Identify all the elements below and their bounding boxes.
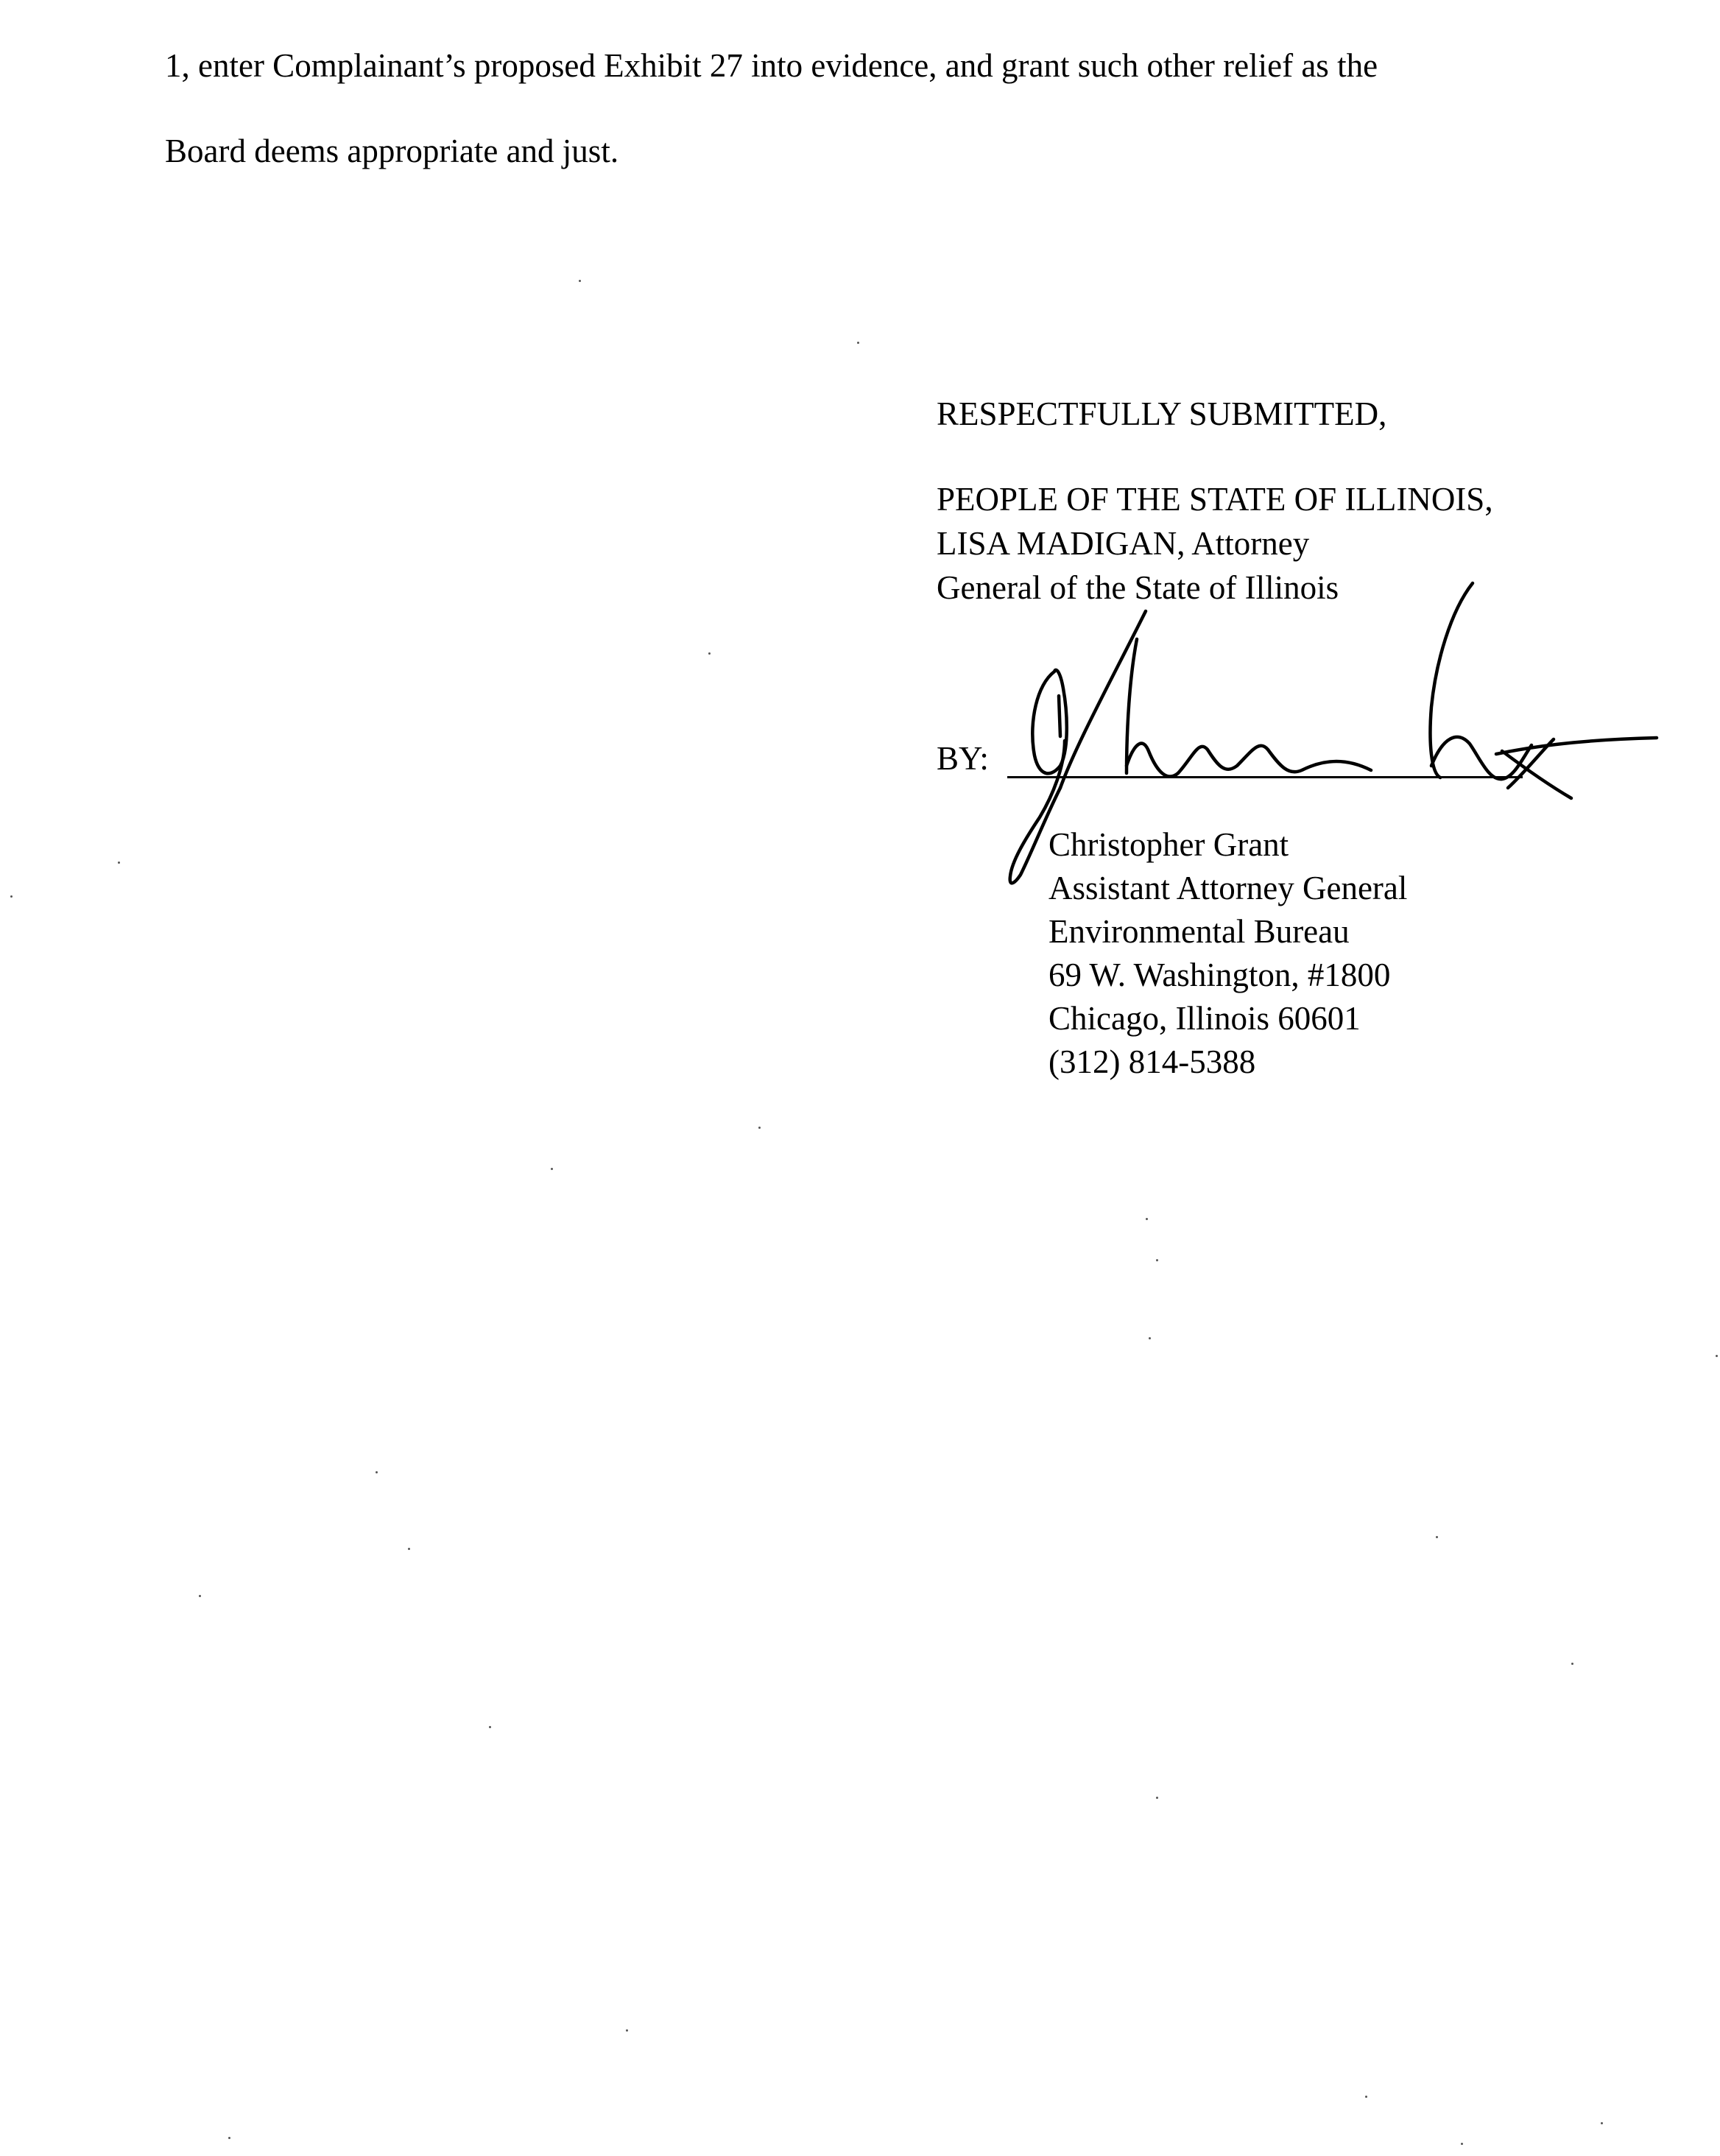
scan-speck xyxy=(118,862,120,864)
scan-speck xyxy=(1156,1797,1158,1799)
signature-line xyxy=(1007,776,1523,778)
scan-speck xyxy=(1149,1337,1151,1339)
signer-title: Assistant Attorney General xyxy=(1048,870,1408,906)
signer-phone: (312) 814-5388 xyxy=(1048,1043,1256,1080)
scan-speck xyxy=(199,1595,201,1597)
scan-speck xyxy=(10,895,13,898)
signer-block xyxy=(1048,823,1407,1084)
party-line-2: LISA MADIGAN, Attorney xyxy=(937,525,1310,562)
scan-speck xyxy=(489,1726,491,1728)
scan-speck xyxy=(579,280,581,282)
scan-speck xyxy=(1156,1259,1158,1261)
scan-speck xyxy=(1436,1536,1438,1538)
closing-salutation: RESPECTFULLY SUBMITTED, xyxy=(937,395,1387,432)
signer-name: Christopher Grant xyxy=(1048,826,1289,863)
scan-speck xyxy=(1146,1218,1148,1220)
scan-speck xyxy=(1461,2143,1463,2145)
scan-speck xyxy=(708,652,711,655)
party-line-1: PEOPLE OF THE STATE OF ILLINOIS, xyxy=(937,481,1493,518)
scan-speck xyxy=(1365,2096,1367,2098)
party-block xyxy=(937,477,1493,610)
signer-bureau: Environmental Bureau xyxy=(1048,913,1350,950)
scan-speck xyxy=(1601,2122,1603,2124)
body-text-line-1: 1, enter Complainant’s proposed Exhibit 27 into evidence, and grant such other relief as the xyxy=(165,47,1378,84)
scan-speck xyxy=(857,342,859,344)
scan-speck xyxy=(1571,1663,1573,1665)
body-text-line-2: Board deems appropriate and just. xyxy=(165,133,619,169)
signer-city: Chicago, Illinois 60601 xyxy=(1048,1000,1361,1037)
scan-speck xyxy=(626,2029,628,2032)
scan-speck xyxy=(376,1471,378,1473)
by-label: BY: xyxy=(937,740,989,777)
scan-speck xyxy=(1716,1355,1718,1357)
party-line-3: General of the State of Illinois xyxy=(937,569,1339,606)
scan-speck xyxy=(408,1548,410,1550)
signer-address: 69 W. Washington, #1800 xyxy=(1048,957,1391,993)
scan-speck xyxy=(551,1168,553,1170)
scan-speck xyxy=(758,1127,761,1129)
scan-speck xyxy=(228,2137,230,2139)
